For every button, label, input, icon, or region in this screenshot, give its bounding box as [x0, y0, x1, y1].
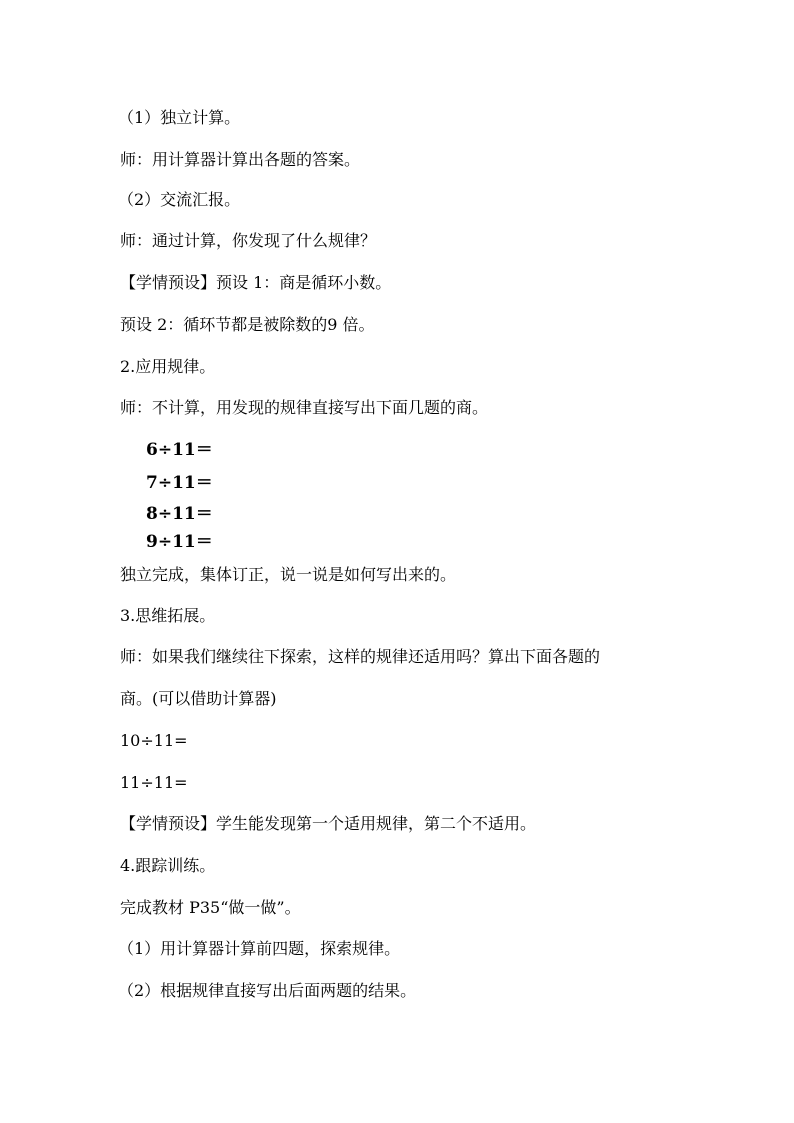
equation-7: 7÷11＝ [146, 473, 213, 493]
presumption-line-1: 【学情预设】预设 1：商是循环小数。 [120, 273, 392, 292]
section-practice-heading: 4.跟踪训练。 [120, 856, 216, 875]
section-apply-heading: 2.应用规律。 [120, 357, 216, 376]
step-2-heading: （2）交流汇报。 [118, 190, 241, 209]
equation-6: 6÷11＝ [146, 440, 213, 460]
presumption-line-2: 预设 2：循环节都是被除数的9 倍。 [120, 315, 375, 334]
independent-line: 独立完成，集体订正，说一说是如何写出来的。 [120, 565, 457, 584]
equation-8: 8÷11＝ [146, 504, 213, 524]
teacher-line-calculate: 师：用计算器计算出各题的答案。 [120, 150, 361, 169]
textbook-line: 完成教材 P35“做一做”。 [120, 898, 301, 917]
equation-9: 9÷11＝ [146, 532, 213, 552]
explore-continuation: 商。(可以借助计算器) [120, 689, 277, 708]
equation-10: 10÷11= [120, 731, 188, 750]
teacher-line-no-calc: 师：不计算，用发现的规律直接写出下面几题的商。 [120, 398, 489, 417]
practice-step-1: （1）用计算器计算前四题，探索规律。 [118, 939, 401, 958]
practice-step-2: （2）根据规律直接写出后面两题的结果。 [118, 981, 417, 1000]
step-1-heading: （1）独立计算。 [118, 108, 241, 127]
section-extend-heading: 3.思维拓展。 [120, 606, 216, 625]
teacher-line-explore: 师：如果我们继续往下探索，这样的规律还适用吗？算出下面各题的 [120, 647, 601, 666]
teacher-line-question: 师：通过计算，你发现了什么规律？ [120, 231, 377, 250]
presumption-line-3: 【学情预设】学生能发现第一个适用规律，第二个不适用。 [120, 814, 537, 833]
equation-11: 11÷11= [120, 773, 188, 792]
